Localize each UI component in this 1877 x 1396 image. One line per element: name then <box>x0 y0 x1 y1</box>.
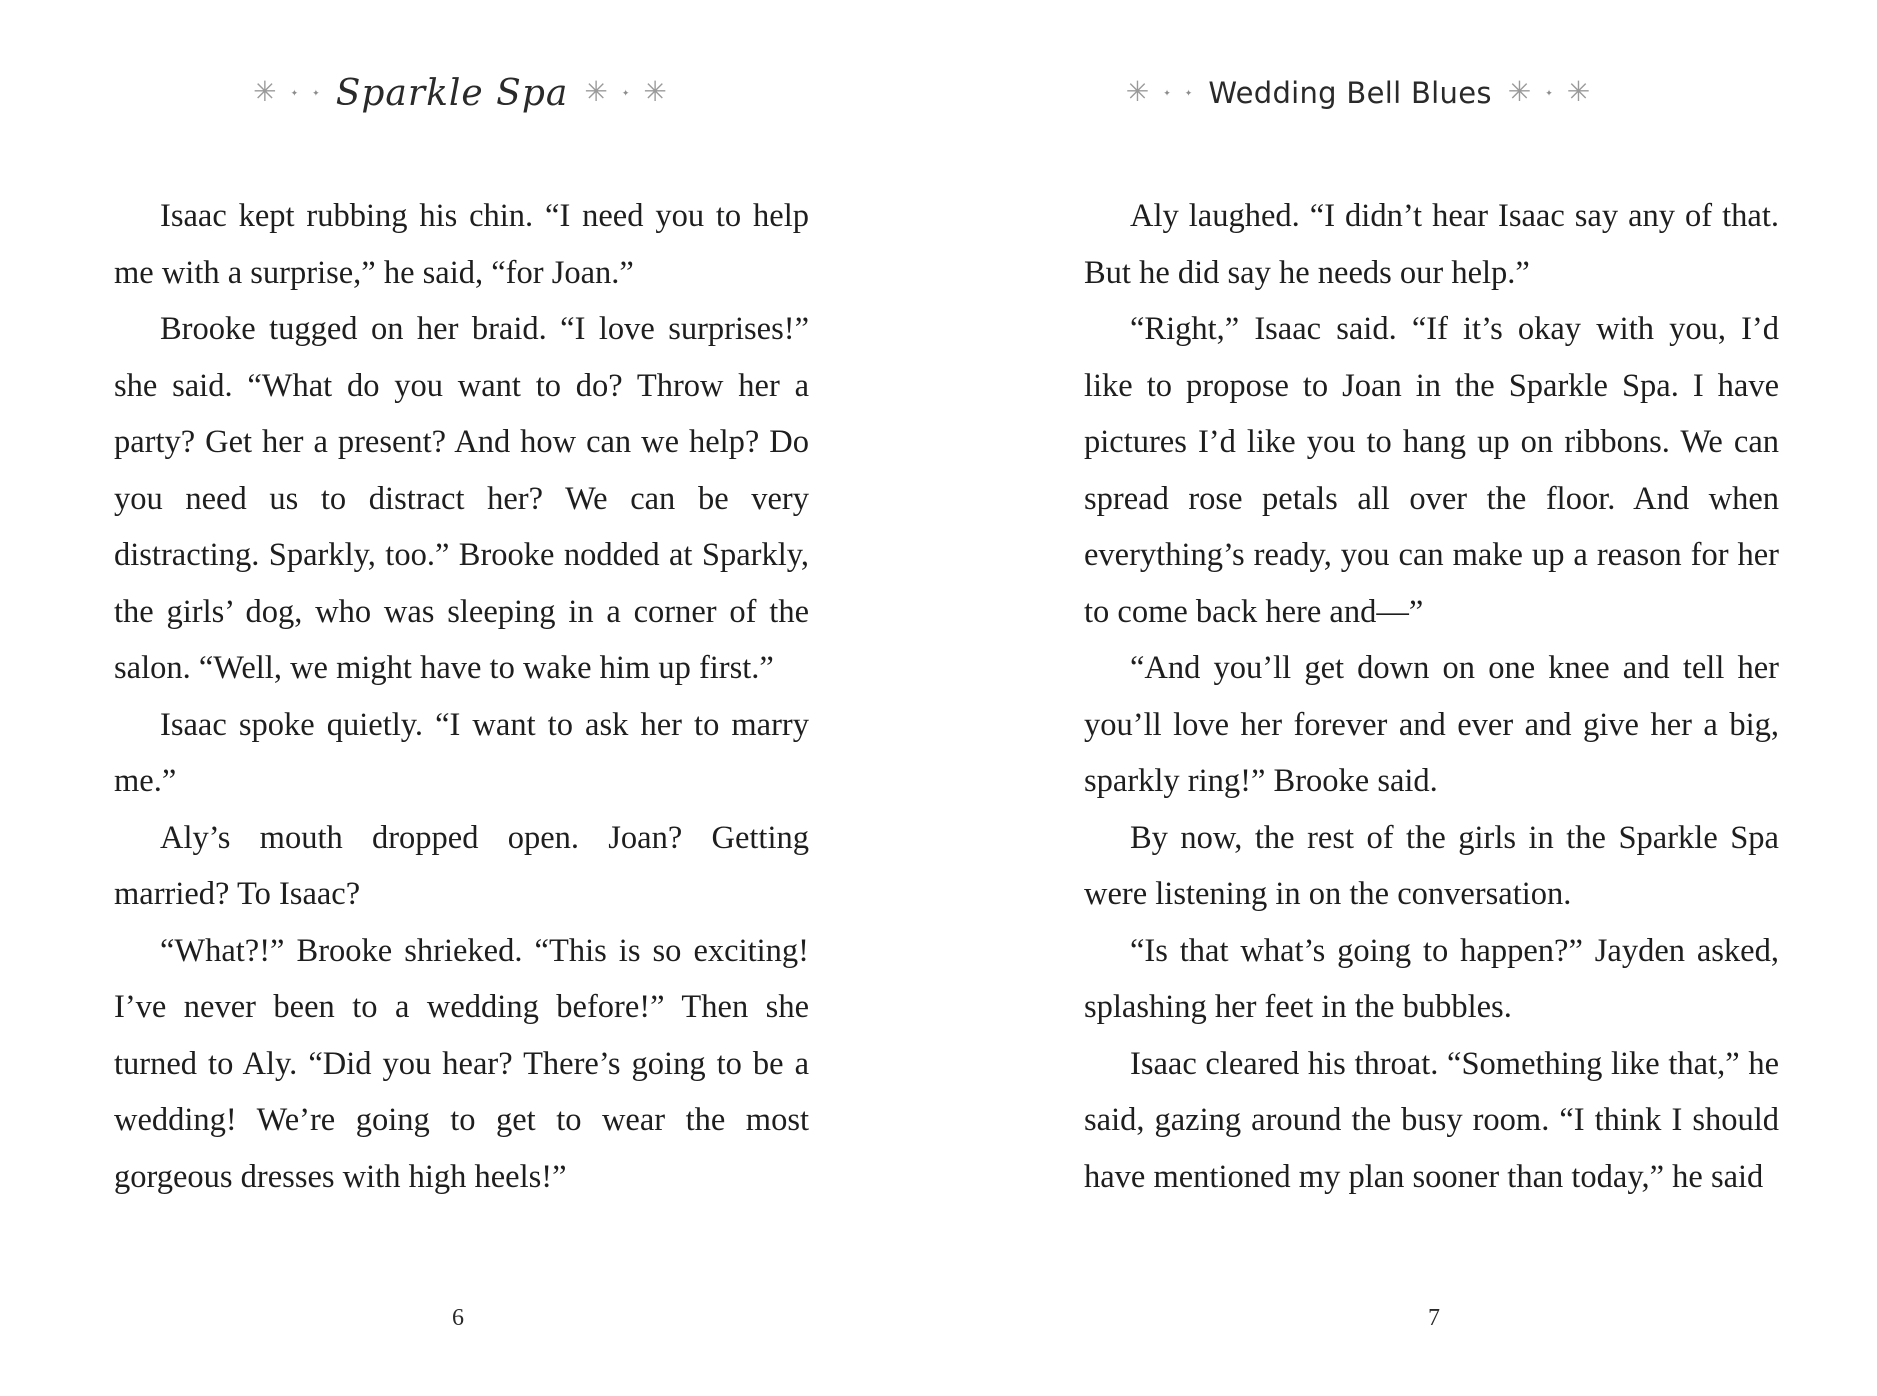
right-page <box>938 0 1876 1396</box>
page-number: 6 <box>452 1305 464 1331</box>
sparkle-icon: ✳ <box>253 77 277 108</box>
paragraph: Isaac cleared his throat. “Something like that,” he said, gazing around the busy room. “I think I should have mentioned my plan sooner than today,” he said <box>1084 1045 1779 1195</box>
sparkle-icon: ✳ <box>584 77 608 108</box>
page-number: 7 <box>1428 1305 1440 1331</box>
paragraph: “And you’ll get down on one knee and tell her you’ll love her forever and ever and give her a big, sparkly ring!” Brooke said. <box>1084 650 1779 799</box>
paragraph: Brooke tugged on her braid. “I love surprises!” she said. “What do you want to do? Throw her a party? Get her a present? And how can we help? Do you need us to distract her? We can be very distracting. Sparkly, too.” Brooke nodded at Sparkly, the girls’ dog, who was sleeping in a corner of the salon. “Well, we might have to wake him up first.” <box>114 311 809 686</box>
sparkle-ornament-left <box>1126 79 1193 107</box>
body-text-left <box>114 188 809 1205</box>
sparkle-ornament-right <box>584 79 666 107</box>
dot-icon: ✦ <box>1163 87 1171 98</box>
dot-icon: ✦ <box>621 87 630 98</box>
paragraph: Isaac spoke quietly. “I want to ask her to marry me.” <box>114 706 809 799</box>
sparkle-icon: ✳ <box>1125 77 1150 108</box>
paragraph: “Right,” Isaac said. “If it’s okay with you, I’d like to propose to Joan in the Sparkle Spa. I have pictures I’d like you to hang up on ribbons. We can spread rose petals all over the floor. And when everything’s ready, you can make up a reason for her to come back here and—” <box>1084 311 1779 630</box>
series-title: Sparkle Spa <box>335 72 569 114</box>
sparkle-icon: ✳ <box>1566 77 1591 108</box>
dot-icon: ✦ <box>1184 87 1193 98</box>
sparkle-ornament-right <box>1508 79 1590 107</box>
sparkle-ornament-left <box>253 79 320 107</box>
paragraph: “Is that what’s going to happen?” Jayden asked, splashing her feet in the bubbles. <box>1084 932 1779 1025</box>
running-head-right <box>1108 58 1608 128</box>
dot-icon: ✦ <box>1545 87 1553 98</box>
running-head-left <box>250 58 670 128</box>
left-page <box>0 0 938 1396</box>
sparkle-icon: ✳ <box>1507 77 1532 108</box>
chapter-title: Wedding Bell Blues <box>1208 76 1492 110</box>
paragraph: Isaac kept rubbing his chin. “I need you to help me with a surprise,” he said, “for Joan.” <box>114 198 809 291</box>
dot-icon: ✦ <box>312 87 320 98</box>
paragraph: Aly’s mouth dropped open. Joan? Getting married? To Isaac? <box>114 819 809 912</box>
paragraph: Aly laughed. “I didn’t hear Isaac say any of that. But he did say he needs our help.” <box>1084 198 1779 291</box>
paragraph: By now, the rest of the girls in the Sparkle Spa were listening in on the conversation. <box>1084 819 1779 912</box>
body-text-right <box>1084 188 1779 1205</box>
sparkle-icon: ✳ <box>643 77 667 108</box>
paragraph: “What?!” Brooke shrieked. “This is so exciting! I’ve never been to a wedding before!” Then she turned to Aly. “Did you hear? There’s going to be a wedding! We’re going to get to wear the most gorgeous dresses with high heels!” <box>114 932 809 1195</box>
dot-icon: ✦ <box>290 87 299 98</box>
